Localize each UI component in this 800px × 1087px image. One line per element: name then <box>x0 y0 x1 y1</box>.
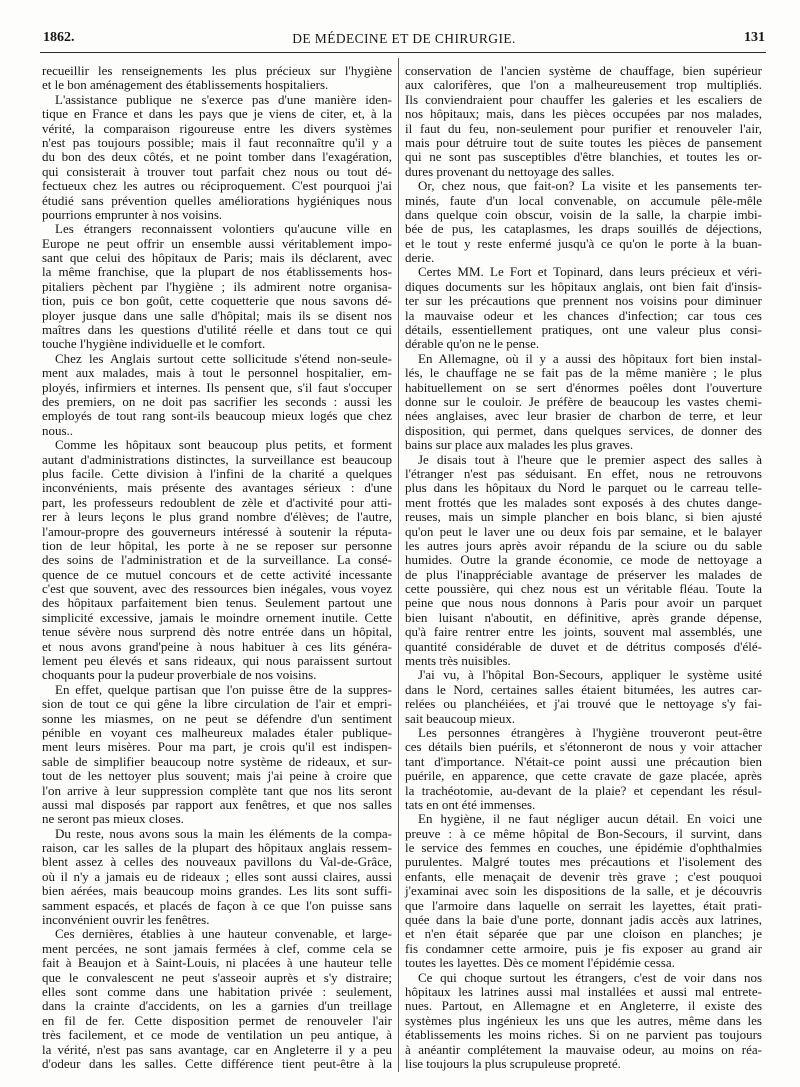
text-line: recueillir les renseignements les plus précieux sur l'hygiène <box>42 63 392 78</box>
text-line: sion de tout ce qui gêne la libre circulation de l'air et empri- <box>42 696 392 712</box>
text-line: bien luisant n'aboutit, en définitive, après grande dépense, <box>405 609 762 625</box>
text-line: ment frottés que les malades sont exposés à des chutes dange- <box>405 494 762 510</box>
text-line: les autres jours après avoir répandu de la sciure ou du sable <box>405 537 762 553</box>
text-line: preuve : à ce même hôpital de Bon-Secours, il survint, dans <box>405 825 762 841</box>
text-line: la trachéotomie, au-devant de la plaie? et cependant les résul- <box>405 782 762 798</box>
text-line: sait beaucoup mieux. <box>405 710 516 726</box>
paragraph <box>405 812 762 970</box>
text-line: le service des femmes en couches, une épidémie d'ophthalmies <box>405 840 762 856</box>
text-line: qu'on peut le laver une ou deux fois par semaine, et le balayer <box>405 523 762 539</box>
text-line: en fil de fer. Cette disposition permet de renouveler l'air <box>42 1012 392 1028</box>
text-line: En effet, quelque partisan que l'on puisse être de la suppres- <box>55 681 392 697</box>
text-line: des soins de l'administration et de la surveillance. La consé- <box>42 552 392 568</box>
text-line: et le bon aménagement des établissements hospitaliers. <box>42 77 329 93</box>
text-line: Ce qui choque surtout les étrangers, c'est de voir dans nos <box>418 969 762 985</box>
text-line: tant d'importance. N'était-ce point aussi une précaution bien <box>405 753 762 769</box>
text-line: dures provenant du nettoyage des salles. <box>405 163 615 179</box>
text-line: vérité, la comparaison rigoureuse entre les divers systèmes <box>42 120 392 136</box>
text-line: tout de les nettoyer plus souvent; mais j'ai peine à croire que <box>42 768 392 784</box>
paragraph <box>42 93 392 223</box>
paragraph <box>42 64 392 93</box>
text-line: j'examinai avec soin les dispositions de la salle, et je découvris <box>405 883 762 899</box>
text-line: et nous avons grand'peine à nous habituer à ces lits généra- <box>42 638 392 654</box>
text-line: tion, puis ce bon goût, cette coquetterie que nous savons dé- <box>42 293 392 309</box>
text-line: Chez les Anglais surtout cette sollicitude s'étend non-seule- <box>55 350 392 366</box>
text-line: Je disais tout à l'heure que le premier aspect des salles à <box>418 451 762 467</box>
text-line: quantité considérable de duvet et de détritus composés d'élé- <box>405 638 762 654</box>
text-line: minés, faute d'un local convenable, on accumule pêle-mêle <box>405 192 762 208</box>
text-line: ployer jusque dans une salle d'hôpital; mais ils se disent nos <box>42 307 392 323</box>
paragraph <box>405 179 762 265</box>
text-line: que le convalescent ne peut s'asseoir auprès et s'y distraire; <box>42 969 392 985</box>
running-head-title: DE MÉDECINE ET DE CHIRURGIE. <box>292 31 516 46</box>
text-line: détails, essentiellement pratiques, ont une valeur plus consi- <box>405 322 762 338</box>
left-column <box>42 64 392 1071</box>
text-line: peine que nous nous donnons à Paris pour avoir un parquet <box>405 595 762 611</box>
text-line: simplicité excessive, jamais le moindre ornement inutile. Cette <box>42 609 392 625</box>
text-line: ployés, infirmiers et internes. Ils pensent que, s'il faut s'occuper <box>42 379 392 395</box>
text-line: enfants, elle menaçait de devenir très grave ; c'est pouquoi <box>405 868 762 884</box>
page-number: 131 <box>744 30 765 45</box>
text-line: et n'en était séparée que par une cloison en planches; je <box>405 926 762 942</box>
text-line: où il n'y a jamais eu de rideaux ; elles sont aussi claires, aussi <box>42 868 392 884</box>
text-line: aux calorifères, que l'on a malheureusement trop multipliés. <box>405 77 762 93</box>
text-line: que l'armoire dans laquelle on serrait les layettes, était prati- <box>405 897 762 913</box>
text-line: Les personnes étrangères à l'hygiène trouveront peut-être <box>418 724 762 740</box>
text-line: dérable qu'on ne le pense. <box>405 336 540 352</box>
text-line: ment leurs misères. Pour ma part, je crois qu'il est indispen- <box>42 739 392 755</box>
text-line: part, les professeurs redoublent de zèle et d'activité pour atti- <box>42 494 392 510</box>
text-line: fait à Beaujon et à Saint-Louis, ni placées à une hauteur telle <box>42 955 392 971</box>
paragraph <box>405 352 762 453</box>
text-line: tenue sévère nous surprend dès notre entrée dans un hôpital, <box>42 624 392 640</box>
text-line: et le tout y reste enfermé jusqu'à ce qu'on le porte à la buan- <box>405 235 762 251</box>
text-line: de plus l'inappréciable avantage de préserver les malades de <box>405 566 762 582</box>
text-line: relées ou planchéiées, et j'ai trouvé que le nettoyage s'y fai- <box>405 696 762 712</box>
text-line: lise toujours la plus scrupuleuse propreté. <box>405 1055 621 1071</box>
text-line: qu'à faire rentrer entre les joints, souvent mal assemblés, une <box>405 624 762 640</box>
text-line: diques documents sur les hôpitaux anglais, ont bien fait d'insis- <box>405 278 762 294</box>
text-line: elles sont comme dans une habitation privée : seulement, <box>42 984 392 999</box>
text-line: Europe ne peut offrir un ensemble aussi véritablement impo- <box>42 235 392 251</box>
text-line: inconvénients, mais présente des avantages sérieux : d'une <box>42 480 392 496</box>
text-line: très facilement, et ce mode de ventilation un peu antique, à <box>42 1027 392 1043</box>
text-line: du bon des deux côtés, et ne point tomber dans l'exagération, <box>42 149 392 165</box>
text-line: lement peu élevés et sans rideaux, qui nous paraissent surtout <box>42 653 392 669</box>
text-line: ments très nuisibles. <box>405 653 511 669</box>
text-line: cette poussière, qui chez nous est un véritable fléau. Toute la <box>405 581 762 597</box>
paragraph <box>42 683 392 827</box>
text-line: systèmes plus ingénieux les uns que les autres, même dans les <box>405 1012 762 1028</box>
text-line: il faut du feu, non-seulement pour purifier et renouveler l'air, <box>405 120 762 136</box>
text-line: choquants pour la pudeur proverbiale de nos voisins. <box>42 667 317 683</box>
text-line: pourrions emprunter à nos voisins. <box>42 206 223 222</box>
text-line: aussi mal disposés par rapport aux fenêtres, et que nos salles <box>42 796 392 812</box>
text-line: bée de pus, les cataplasmes, les draps souillés de déjections, <box>405 221 762 237</box>
text-line: des premiers, on ne doit pas sacrifier les seconds : aussi les <box>42 393 392 409</box>
text-line: plus facile. Cette division à l'infini de la charité a quelques <box>42 465 392 481</box>
text-line: puérile, en apparence, que cette cravate de gaze placée, après <box>405 768 762 784</box>
text-line: c'est que souvent, avec des ressources bien inégales, vous voyez <box>42 581 392 597</box>
text-line: Ces dernières, établies à une hauteur convenable, et large- <box>55 926 392 942</box>
text-line: pitaliers pèchent par l'hygiène ; ils admirent notre organisa- <box>42 278 392 294</box>
text-line: sant que celui des hôpitaux de Paris; mais ils déclarent, avec <box>42 250 392 266</box>
text-line: la mauvaise odeur et les chances d'infection; car tous ces <box>405 307 762 323</box>
text-line: l'amour-propre des gouverneurs intéressé à soutenir la réputa- <box>42 523 392 539</box>
paragraph <box>42 827 392 928</box>
text-line: n'est pas toujours possible; mais il faut reconnaître qu'il y a <box>42 134 392 150</box>
text-line: habituellement on se sert d'énormes poêles dont l'ouverture <box>405 379 762 395</box>
header-rule <box>40 52 766 53</box>
text-line: bien aérées, mais beaucoup moins grandes. Les lits sont suffi- <box>42 883 392 899</box>
text-line: employés de tout rang sont-ils beaucoup mieux logés que chez <box>42 408 392 424</box>
text-line: L'assistance publique ne s'exerce pas d'une manière iden- <box>55 91 392 107</box>
text-line: raison, car les salles de la plupart des hôpitaux anglais ressem- <box>42 840 392 856</box>
text-line: établissements les moins riches. Si on ne parvient pas toujours <box>405 1027 762 1043</box>
text-line: dans quelque coin obscur, voisin de la salle, la charpie imbi- <box>405 206 762 222</box>
text-line: sonne les miasmes, on ne peut se défendre d'un sentiment <box>42 710 392 726</box>
text-line: inconvénient ouvrir les fenêtres. <box>42 912 210 928</box>
text-line: reuses, mais un simple plancher en bois blanc, si bien ajusté <box>405 509 762 525</box>
text-line: pénible en voyant ces malheureux malades étaler publique- <box>42 724 392 740</box>
text-line: rer à leurs leçons le plus grand nombre d'élèves; de l'autre, <box>42 509 392 525</box>
running-head-year: 1862. <box>43 30 75 45</box>
paragraph <box>405 453 762 669</box>
text-line: qui ne sont pas susceptibles d'être blanchies, et toutes les or- <box>405 149 762 165</box>
text-line: l'étranger n'est pas séduisant. En effet, nous ne retrouvons <box>405 465 762 481</box>
text-line: sable de simplifier beaucoup notre système de rideaux, et sur- <box>42 753 392 769</box>
text-line: autant d'administrations distinctes, la surveillance est beaucoup <box>42 451 392 467</box>
text-line: ment percées, ne sont jamais fermées à clef, comme cela se <box>42 940 392 956</box>
text-line: ment aux malades, mais à tout le personnel hospitalier, em- <box>42 365 392 381</box>
text-line: des hôpitaux parfaitement bien tenus. Seulement partout une <box>42 595 392 611</box>
text-line: qui consisterait à trouver tout parfait chez nous ou tout dé- <box>42 163 392 179</box>
paragraph <box>42 352 392 438</box>
paragraph <box>405 971 762 1072</box>
text-line: Du reste, nous avons sous la main les éléments de la compa- <box>55 825 392 841</box>
paragraph <box>405 668 762 726</box>
text-line: Or, chez nous, que fait-on? La visite et les pansements ter- <box>418 178 762 194</box>
paragraph <box>405 726 762 812</box>
text-line: tique en France et dans les pays que je viens de citer, et, à la <box>42 106 392 122</box>
text-line: nues. Partout, en Allemagne et en Angleterre, il existe des <box>405 998 762 1014</box>
text-line: ter sur les précautions que prennent nos voisins pour diminuer <box>405 293 762 309</box>
text-line: donne sur le couloir. Je préfère de beaucoup les vastes chemi- <box>405 393 762 409</box>
paragraph <box>405 64 762 179</box>
text-line: d'odeur dans les salles. Cette différence tient peut-être à la <box>42 1055 392 1071</box>
text-line: ces détails bien puérils, et s'étonneront de nous y voir attacher <box>405 739 762 755</box>
text-line: quence de ce mutuel concours et de cette activité incessante <box>42 566 392 582</box>
text-line: mais pour détruire tout de suite toutes les pièces de pansement <box>405 134 762 150</box>
text-line: tats en ont été immenses. <box>405 796 536 812</box>
column-rule <box>398 58 399 1072</box>
text-line: dans la crainte d'accidents, on les a garnies d'un treillage <box>42 998 392 1014</box>
text-line: nées anglaises, avec leur brasier de charbon de terre, et leur <box>405 408 762 424</box>
text-line: ne seront pas mieux closes. <box>42 811 184 827</box>
text-line: purulentes. Malgré toutes mes précautions et l'isolement des <box>405 854 762 870</box>
paragraph <box>405 265 762 351</box>
text-line: plus dans les hôpitaux du Nord le parquet ou le carreau telle- <box>405 480 762 496</box>
text-line: derie. <box>405 250 435 266</box>
text-line: à anéantir complétement la mauvaise odeur, au moins on réa- <box>405 1041 762 1057</box>
text-line: samment espacés, et placés de façon à ce que l'on puisse sans <box>42 897 392 913</box>
text-line: nos hôpitaux; mais, dans les pièces occupées par nos malades, <box>405 106 762 122</box>
text-line: hôpitaux les latrines aussi mal installées et aussi mal entrete- <box>405 984 762 999</box>
running-head <box>43 29 765 49</box>
text-line: Les étrangers reconnaissent volontiers qu'aucune ville en <box>55 221 392 237</box>
text-line: nous.. <box>42 422 74 438</box>
text-line: blent assez à celles des nouveaux pavillons du Val-de-Grâce, <box>42 854 392 870</box>
text-line: Ils conviendraient pour chauffer les galeries et les escaliers de <box>405 91 762 107</box>
text-line: quée dans la baie d'une porte, donnant jadis accès aux latrines, <box>405 912 762 928</box>
text-line: la même franchise, que la plupart de nos établissements hos- <box>42 264 392 280</box>
text-line: la vérité, n'est pas sans avantage, car en Angleterre il y a peu <box>42 1041 392 1057</box>
text-line: J'ai vu, à l'hôpital Bon-Secours, appliquer le système usité <box>418 667 762 683</box>
text-line: En hygiène, il ne faut négliger aucun détail. En voici une <box>418 811 762 827</box>
paragraph <box>42 438 392 683</box>
text-line: toutes les layettes. Dès ce moment l'épidémie cessa. <box>405 955 675 971</box>
text-line: l'on arrive à leur suppression complète tant que nos lits seront <box>42 782 392 798</box>
text-line: Certes MM. Le Fort et Topinard, dans leurs précieux et véri- <box>418 264 762 280</box>
text-line: humides. Outre la grande économie, ce mode de nettoyage a <box>405 552 762 568</box>
text-line: conservation de l'ancien système de chauffage, bien supérieur <box>405 63 762 78</box>
text-line: Comme les hôpitaux sont beaucoup plus petits, et forment <box>55 437 392 453</box>
text-line: lés, le chauffage ne se fait pas de la même manière ; le plus <box>405 365 762 381</box>
right-column <box>405 64 762 1071</box>
text-line: tion de leur hôpital, les porte à ne se reposer sur personne <box>42 537 392 553</box>
text-line: bains sur place aux malades les plus graves. <box>405 437 634 453</box>
text-line: fis condamner cette armoire, puis je fis exposer au grand air <box>405 940 762 956</box>
text-line: dans le Nord, certaines salles étaient bitumées, les autres car- <box>405 681 762 697</box>
text-line: touche l'hygiène individuelle et le comfort. <box>42 336 266 352</box>
text-line: fectueux chez les autres ou réciproquement. C'est pourquoi j'ai <box>42 178 392 194</box>
paragraph <box>42 927 392 1071</box>
text-line: En Allemagne, où il y a aussi des hôpitaux fort bien instal- <box>418 350 762 366</box>
text-line: maîtres dans les questions d'utilité réelle et dans tout ce qui <box>42 322 392 338</box>
text-line: étudié sans prévention quelles améliorations hygiéniques nous <box>42 192 392 208</box>
paragraph <box>42 222 392 352</box>
text-line: disposition, qui permet, dans quelques services, de donner des <box>405 422 762 438</box>
